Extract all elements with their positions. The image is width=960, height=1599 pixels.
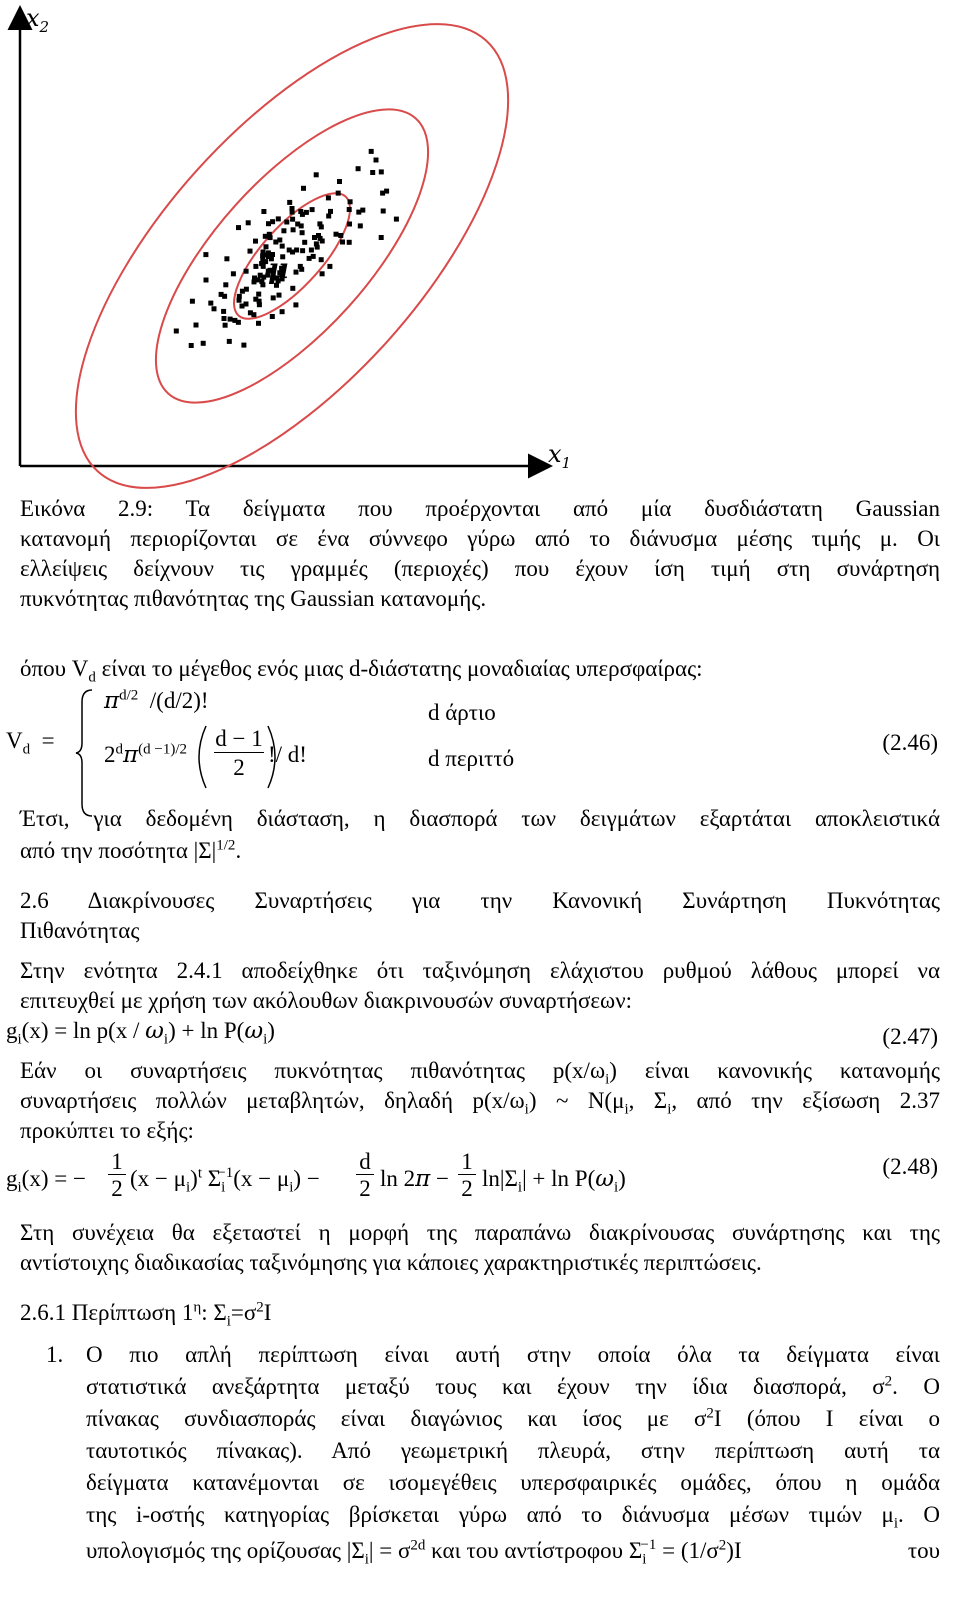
sample-point [264,244,269,249]
mean-label: μ [268,252,289,285]
figure-caption-line: πυκνότητας πιθανότητας της Gaussian κατανομής. [20,586,487,611]
sample-point [298,264,303,269]
equation-number: (2.46) [882,730,938,755]
sample-point [327,264,332,269]
sample-point [309,248,314,253]
figure-caption-line: Εικόνα 2.9: Τα δείγματα που προέρχονται από μία δυσδιάστατη Gaussian [20,496,940,521]
paragraph-text: προκύπτει το εξής: [20,1118,194,1143]
subsection-heading-2-6-1: 2.6.1 Περίπτωση $1^\eta$: $\Sigma_i=\sigma^2I$ [20,1299,272,1330]
sample-point [253,297,258,302]
sample-point [251,312,256,317]
sample-point [379,169,384,174]
sample-point [384,189,389,194]
sample-point [270,219,275,224]
sample-point [356,166,361,171]
sample-point [319,257,324,262]
sample-point [291,227,296,232]
contour-ellipses [3,0,581,490]
sample-point [246,220,251,225]
sample-point [336,191,341,196]
sample-point [237,298,242,303]
sample-point [261,264,266,269]
paragraph-text: Στη συνέχεια θα εξεταστεί η μορφή της παραπάνω διακρίνουσας συνάρτησης και της [20,1220,940,1245]
paragraph-text: Εάν οι συναρτήσεις πυκνότητας πιθανότητας $p(x/\omega_i)$ είναι κανονικής κατανομής [20,1058,940,1088]
sample-point [256,292,261,297]
x-axis-label: $x_1$ [548,440,572,472]
sample-point [277,293,282,298]
sample-point [374,158,379,163]
sample-point [241,343,246,348]
list-item-line: στατιστικά ανεξάρτητα μεταξύ τους και έχουν την ίδια διασπορά, $\sigma^2$. Ο [86,1373,940,1399]
sample-point [290,217,295,222]
sample-point [326,195,331,200]
sample-point [222,294,227,299]
sample-point [320,271,325,276]
section-heading-2-6-cont: Πιθανότητας [20,918,140,943]
paragraph-sigma-line: από την ποσότητα $|\Sigma|^{1/2}$. [20,837,242,863]
sample-point [201,341,206,346]
paragraph-text: αντίστοιχης διαδικασίας ταξινόμησης για κάποιες χαρακτηριστικές περιπτώσεις. [20,1250,762,1275]
sample-point [260,253,265,258]
sample-point [311,254,316,259]
sample-point [300,230,305,235]
sample-point [277,238,282,243]
contour-outer [3,0,581,490]
sample-point [190,299,195,304]
sample-point [256,321,261,326]
section-heading-2-6: 2.6 Διακρίνουσες Συναρτήσεις για την Κανονική Συνάρτηση Πυκνότητας [20,888,940,913]
document-page: $x_2$ $x_1$ μ Εικόνα 2.9: Τα δείγματα που προέρχονται από μία δυσδιάστατη Gaussian κατανομή περιορίζονται σε ένα σύννεφο γύρω από το διάνυσμα μέσης τιμής μ. Οι ελλείψεις δείχνουν τις γραμμές (περιοχές) που έχουν ίση τιμή στη συνάρτηση πυκνότητας πιθανότητας της Gaussian κατανομής. όπου $V_d$ είναι το μέγεθος ενός μιας d-διάστατης μοναδιαίας υπερσφαίρας: $V_d$ = $\pi^{d/2}$ /(d/2)! $2^d\pi^{(d -1)/2}$ d − 1 2 !/ d! d άρτιο d περιττό (2.46) Έτσι, για δεδομένη διάσταση, η διασπορά των δειγμάτων εξαρτάται αποκλειστικά από την ποσότητα $|\Sigma|^{1/2}$. 2.6 Διακρίνουσες Συναρτήσεις για την Κανονική Συνάρτηση Πυκνότητας Πιθανότητας Στην ενότητα 2.4.1 αποδείχθηκε ότι ταξινόμηση ελάχιστου ρυθμού λάθους μπορεί να επιτευχθεί με χρήση των ακόλουθων διακρινουσών συναρτήσεων: $g_i(x) = \ln p(x / \omega_i) + \ln P(\omega_i)$ (2.47) Εάν οι συναρτήσεις πυκνότητας πιθανότητας $p(x/\omega_i)$ είναι κανονικής κατανομής συναρτήσεις πολλών μεταβλητών, δηλαδή $p(x/\omega_i)$ ~ $N(\mu_i$, $\Sigma_i$, από την εξίσωση 2.37 προκύπτει το εξής: $g_i(x)$ = − 1 2 $(x - \mu_i)^t$ $\Sigma_i^{-1}(x - \mu_i)$ − d 2 ln 2π − 1 2 $\ln|\Sigma_i| + \ln P(\omega_i)$ (2.48) Στη συνέχεια θα εξεταστεί η μορφή της παραπάνω διακρίνουσας συνάρτησης και της αντίστοιχης διαδικασίας ταξινόμησης για κάποιες χαρακτηριστικές περιπτώσεις. 2.6.1 Περίπτωση $1^\eta$: $\Sigma_i=\sigma^2I$ 1. Ο πιο απλή περίπτωση είναι αυτή στην οποία όλα τα δείγματα είναι στατιστικά ανεξάρτητα μεταξύ τους και έχουν την ίδια διασπορά, $\sigma^2$. Ο πίνακας συνδιασποράς είναι διαγώνιος και ίσος με $\sigma^2I$ (όπου Ι είναι ο ταυτοτικός πίνακας). Από γεωμετρική πλευρά, στην περίπτωση αυτή τα δείγματα κατανέμονται σε ισομεγέθεις υπερσφαιρικές ομάδες, όπου η ομάδα της i-οστής κατηγορίας βρίσκεται γύρω από το διάνυσμα μέσων τιμών $\mu_i$. Ο υπολογισμός της ορίζουσας $|\Sigma_i| = \sigma^{2d}$ και του αντίστροφου $\Sigma_i^{-1} = (1/\sigma^2)I$ του [0,0,960,1599]
sample-point [394,217,399,222]
contour-middle [112,68,473,445]
list-item-line: πίνακας συνδιασποράς είναι διαγώνιος και ίσος με $\sigma^2I$ (όπου Ι είναι ο [86,1405,940,1431]
sample-point [223,282,228,287]
sample-point [301,186,306,191]
paragraph-vd: όπου $V_d$ είναι το μέγεθος ενός μιας d-διάστατης μοναδιαίας υπερσφαίρας: [20,656,703,686]
sample-point [287,200,292,205]
sample-point [280,309,285,314]
sample-point [244,287,249,292]
sample-point [203,252,208,257]
sample-point [260,282,265,287]
sample-point [222,316,227,321]
sample-point [304,210,309,215]
case2-condition: d περιττό [428,746,515,771]
sample-point [228,317,233,322]
list-number: 1. [46,1342,64,1367]
sample-point [244,269,249,274]
sample-point [244,302,249,307]
paragraph-text: συναρτήσεις πολλών μεταβλητών, δηλαδή $p(x/\omega_i)$ ~ $N(\mu_i$, $\Sigma_i$, από την εξίσωση 2.37 [20,1088,941,1118]
sample-point [257,302,262,307]
sample-points [174,149,399,348]
y-axis-label: $x_2$ [26,4,50,36]
sample-point [369,149,374,154]
figure-caption-line: ελλείψεις δείχνουν τις γραμμές (περιοχές) που έχουν ίση τιμή στη συνάρτηση [20,556,940,581]
sample-point [317,221,322,226]
list-item-line: της i-οστής κατηγορίας βρίσκεται γύρω από το διάνυσμα μέσων τιμών $\mu_i$. Ο [86,1502,940,1532]
sample-point [294,270,299,275]
sample-point [223,323,228,328]
sample-point [379,235,384,240]
sample-point [280,244,285,249]
sample-point [337,179,342,184]
list-item-line: Ο πιο απλή περίπτωση είναι αυτή στην οποία όλα τα δείγματα είναι [86,1342,940,1367]
case1-condition: d άρτιο [428,700,496,725]
list-item-line: υπολογισμός της ορίζουσας $|\Sigma_i| = \sigma^{2d}$ και του αντίστροφου $\Sigma_i^{-1} = (1/\sigma^2)I$ του [86,1537,940,1568]
sample-point [236,320,241,325]
sample-point [302,240,307,245]
sample-point [381,209,386,214]
sample-point [231,271,236,276]
sample-point [261,209,266,214]
sample-point [310,207,315,212]
sample-point [253,239,258,244]
sample-point [276,216,281,221]
sample-point [204,278,209,283]
sample-point [221,309,226,314]
sample-point [370,170,375,175]
sample-point [314,172,319,177]
sample-point [347,222,352,227]
sample-point [189,343,194,348]
paragraph-text: Στην ενότητα 2.4.1 αποδείχθηκε ότι ταξινόμηση ελάχιστου ρυθμού λάθους μπορεί να [20,958,940,983]
sample-point [256,277,261,282]
list-item-line: ταυτοτικός πίνακας). Από γεωμετρική πλευρά, στην περίπτωση αυτή τα [86,1438,940,1463]
sample-point [212,306,217,311]
sample-point [194,323,199,328]
sample-point [208,301,213,306]
gaussian-scatter-figure [0,0,960,490]
sample-point [300,248,305,253]
figure-caption-line: κατανομή περιορίζονται σε ένα σύννεφο γύρω από το διάνυσμα μέσης τιμής μ. Οι [20,526,940,551]
equation-number: (2.47) [882,1024,938,1049]
list-item-line: δείγματα κατανέμονται σε ισομεγέθεις υπερσφαιρικές ομάδες, όπου η ομάδα [86,1470,940,1495]
sample-point [328,209,333,214]
sample-point [227,339,232,344]
sample-point [248,249,253,254]
sample-point [290,286,295,291]
sample-point [338,233,343,238]
sample-point [347,207,352,212]
sample-point [284,220,289,225]
sample-point [267,232,272,237]
sample-point [348,199,353,204]
sample-point [290,206,295,211]
sample-point [294,248,299,253]
paragraph-sigma-line: Έτσι, για δεδομένη διάσταση, η διασπορά των δειγμάτων εξαρτάται αποκλειστικά [20,806,940,831]
sample-point [174,329,179,334]
sample-point [318,236,323,241]
paragraph-text: επιτευχθεί με χρήση των ακόλουθων διακρινουσών συναρτήσεων: [20,988,632,1013]
sample-point [293,302,298,307]
sample-point [281,228,286,233]
sample-point [358,223,363,228]
sample-point [314,241,319,246]
sample-point [270,314,275,319]
sample-point [299,223,304,228]
sample-point [340,240,345,245]
sample-point [326,214,331,219]
case-brace [74,688,94,818]
sample-point [334,232,339,237]
sample-point [253,264,258,269]
equation-number: (2.48) [882,1154,938,1179]
sample-point [347,240,352,245]
sample-point [224,256,229,261]
sample-point [360,208,365,213]
sample-point [236,225,241,230]
sample-point [271,295,276,300]
